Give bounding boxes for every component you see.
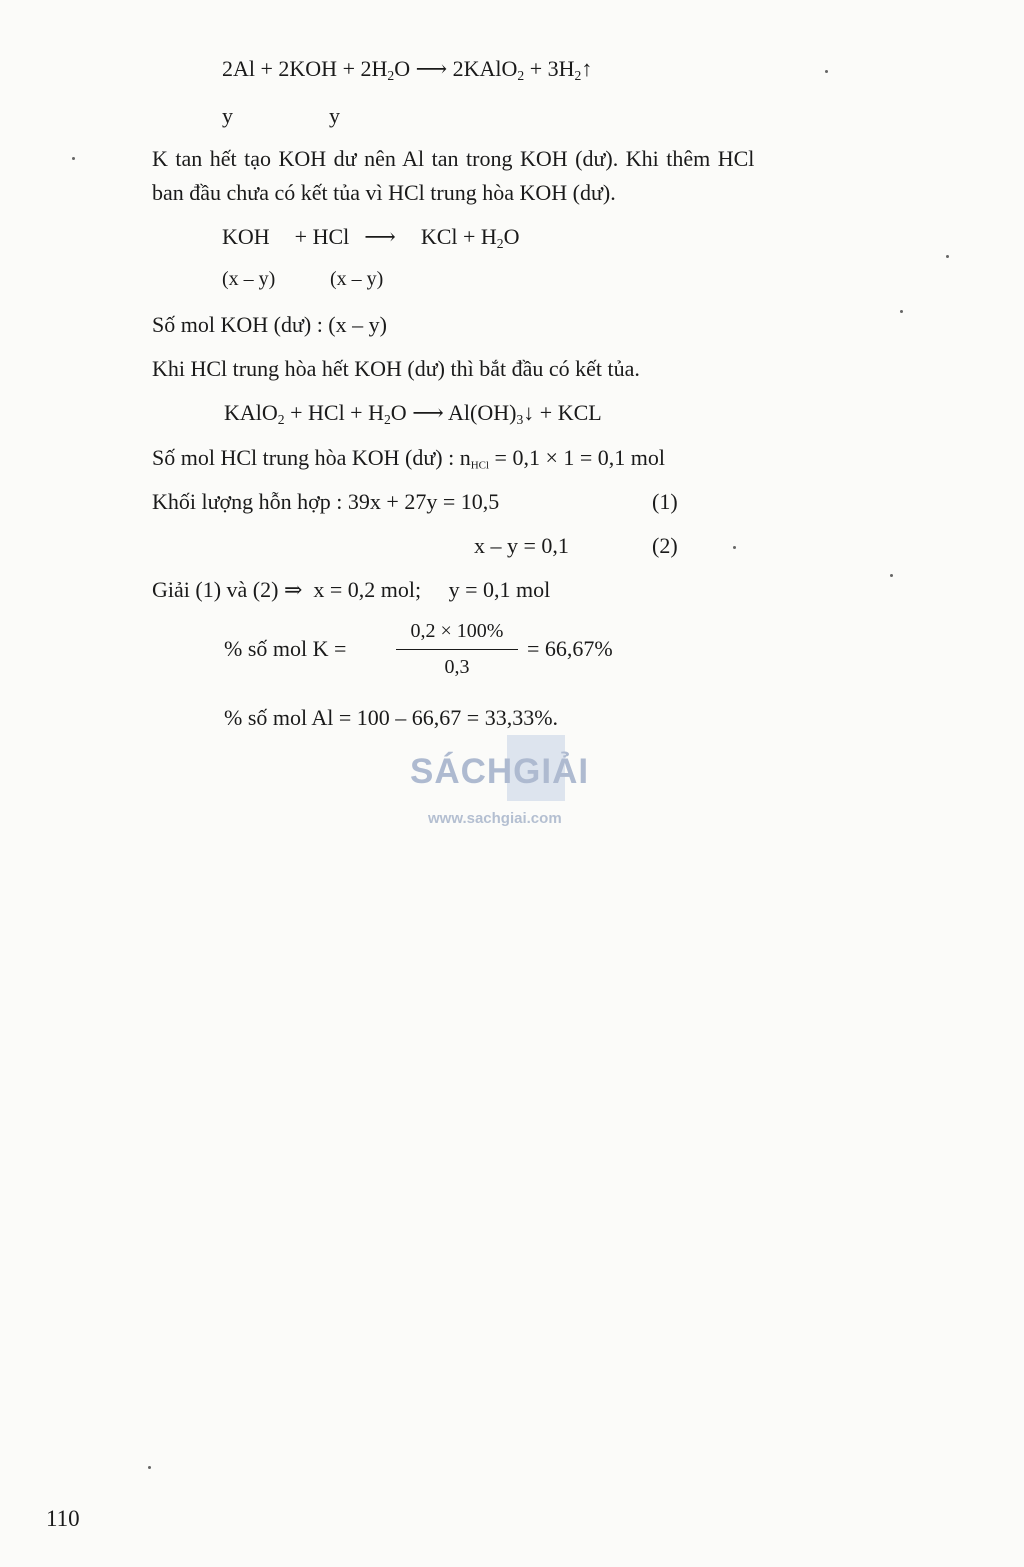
page-number: 110 (46, 1506, 80, 1531)
eq3-o: O (390, 400, 407, 425)
reaction-arrow: ⟶ (364, 224, 396, 249)
hcl-mol-text: Số mol HCl trung hòa KOH (dư) : n (152, 445, 471, 470)
mol-y-2: y (329, 103, 340, 128)
hcl-mol-line (152, 445, 665, 471)
sub: 2 (574, 68, 582, 84)
equation-1 (222, 56, 592, 82)
fraction-bar (396, 649, 518, 650)
eq1-lhs: 2Al + 2KOH + 2H (222, 56, 388, 81)
pct-k-denominator: 0,3 (444, 656, 470, 678)
scan-speck (825, 70, 828, 73)
eq1-rhs-b: + 3H (524, 56, 575, 81)
scan-speck (72, 157, 75, 160)
mol-y-1: y (222, 103, 233, 128)
sub: 2 (517, 68, 525, 84)
eq2-o: O (503, 224, 520, 249)
scan-speck (733, 546, 736, 549)
scan-speck (890, 574, 893, 577)
eq3-kcl: + KCL (534, 400, 602, 425)
precipitate-down-arrow: ↓ (523, 400, 535, 425)
eq1-h2o-tail: O (394, 56, 411, 81)
mol-xy-2: (x – y) (330, 268, 384, 290)
sub: 2 (387, 68, 395, 84)
equation-2 (222, 224, 519, 250)
sub: 2 (277, 412, 285, 428)
sub: 2 (383, 412, 391, 428)
paragraph-line-1: K tan hết tạo KOH dư nên Al tan trong KOH (dư). Khi thêm HCl (152, 146, 755, 171)
paragraph-line-2: ban đầu chưa có kết tủa vì HCl trung hòa KOH (dư). (152, 180, 616, 205)
eq2-kcl: KCl + H (420, 224, 497, 249)
watermark-url: www.sachgiai.com (428, 810, 562, 827)
pct-k-result: = 66,67% (527, 636, 613, 661)
reaction-arrow: ⟶ (415, 56, 448, 81)
difference-equation: x – y = 0,1 (474, 533, 569, 558)
equation-tag-2: (2) (652, 533, 678, 558)
reaction-arrow: ⟶ (412, 400, 444, 425)
eq2-koh: KOH (222, 224, 270, 249)
eq3-hcl-h: + HCl + H (284, 400, 384, 425)
sub: HCl (470, 459, 490, 472)
scan-speck (148, 1466, 151, 1469)
excess-koh-line: Số mol KOH (dư) : (x – y) (152, 312, 387, 337)
hcl-mol-value: = 0,1 × 1 = 0,1 mol (489, 445, 665, 470)
sub: 2 (496, 236, 504, 252)
mass-equation: Khối lượng hỗn hợp : 39x + 27y = 10,5 (152, 489, 500, 514)
scan-speck (900, 310, 903, 313)
sub: 3 (516, 412, 524, 428)
precipitate-line: Khi HCl trung hòa hết KOH (dư) thì bắt đầu có kết tủa. (152, 356, 640, 381)
eq2-hcl: + HCl (294, 224, 350, 249)
scan-speck (946, 255, 949, 258)
watermark-brand: SÁCHGIẢI (410, 752, 590, 791)
eq3-aloh: Al(OH) (448, 400, 517, 425)
eq1-rhs-a: 2KAlO (452, 56, 518, 81)
gas-up-arrow: ↑ (581, 56, 593, 81)
equation-tag-1: (1) (652, 489, 678, 514)
pct-k-label: % số mol K = (224, 636, 347, 661)
equation-3 (224, 400, 602, 426)
pct-k-numerator: 0,2 × 100% (410, 620, 504, 642)
pct-al-line: % số mol Al = 100 – 66,67 = 33,33%. (224, 705, 559, 730)
solution-line: Giải (1) và (2) ⇒ x = 0,2 mol; y = 0,1 mol (152, 577, 551, 602)
eq3-kalo: KAlO (224, 400, 278, 425)
mol-xy-1: (x – y) (222, 268, 276, 290)
